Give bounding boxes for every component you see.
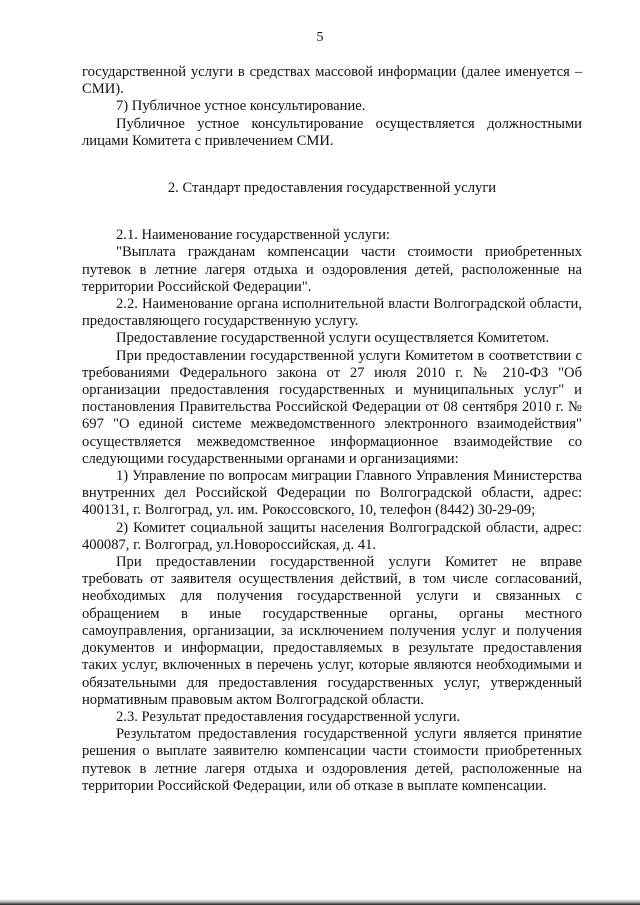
paragraph: "Выплата гражданам компенсации части стоимости приобретенных путевок в летние лагеря отдыха и оздоровления детей, расположенные на территории Российской Федерации". <box>82 244 582 295</box>
paragraph: Публичное устное консультирование осуществляется должностными лицами Комитета с привлечением СМИ. <box>82 115 582 149</box>
paragraph: государственной услуги в средствах массовой информации (далее именуется – СМИ). <box>82 64 582 98</box>
paragraph: При предоставлении государственной услуги Комитет не вправе требовать от заявителя осуществления действий, в том числе согласований, необходимых для получения государственной услуги и связанных с обращением в иные государственные органы, органы местного самоуправления, организации, за исключением получения услуг и получения документов и информации, предоставляемых в результате предоставления таких услуг, включенных в перечень услуг, которые являются необходимыми и обязательными для предоставления государственных услуг, утвержденный нормативным правовым актом Волгоградской области. <box>82 554 582 708</box>
paragraph: Результатом предоставления государственной услуги является принятие решения о выплате заявителю компенсации части стоимости приобретенных путевок в летние лагеря отдыха и оздоровления детей, расположенные на территории Российской Федерации, или об отказе в выплате компенсации. <box>82 726 582 794</box>
paragraph: При предоставлении государственной услуги Комитетом в соответствии с требованиями Федерального закона от 27 июля 2010 г. № 210-ФЗ "Об организации предоставления государственных и муниципальных услуг" и постановления Правительства Российской Федерации от 08 сентября 2010 г. № 697 "О единой системе межведомственного электронного взаимодействия" осуществляется межведомственное информационное взаимодействие со следующими государственными органами и организациями: <box>82 347 582 467</box>
paragraph: 2.2. Наименование органа исполнительной власти Волгоградской области, предоставляющего государственную услугу. <box>82 296 582 330</box>
paragraph: 1) Управление по вопросам миграции Главного Управления Министерства внутренних дел Российской Федерации по Волгоградской области, адрес: 400131, г. Волгоград, ул. им. Рокоссовского, 10, телефон (8442) 30-29-09; <box>82 468 582 519</box>
paragraph: 7) Публичное устное консультирование. <box>116 98 366 115</box>
paragraph: 2.1. Наименование государственной услуги: <box>116 227 390 244</box>
page-number: 5 <box>316 30 324 45</box>
paragraph: 2) Комитет социальной защиты населения Волгоградской области, адрес: 400087, г. Волгоград, ул.Новороссийская, д. 41. <box>82 519 582 553</box>
paragraph: 2.3. Результат предоставления государственной услуги. <box>116 708 461 725</box>
section-heading: 2. Стандарт предоставления государственной услуги <box>167 180 497 197</box>
document-body <box>82 64 582 795</box>
scan-edge <box>0 899 640 905</box>
paragraph: Предоставление государственной услуги осуществляется Комитетом. <box>116 330 550 347</box>
